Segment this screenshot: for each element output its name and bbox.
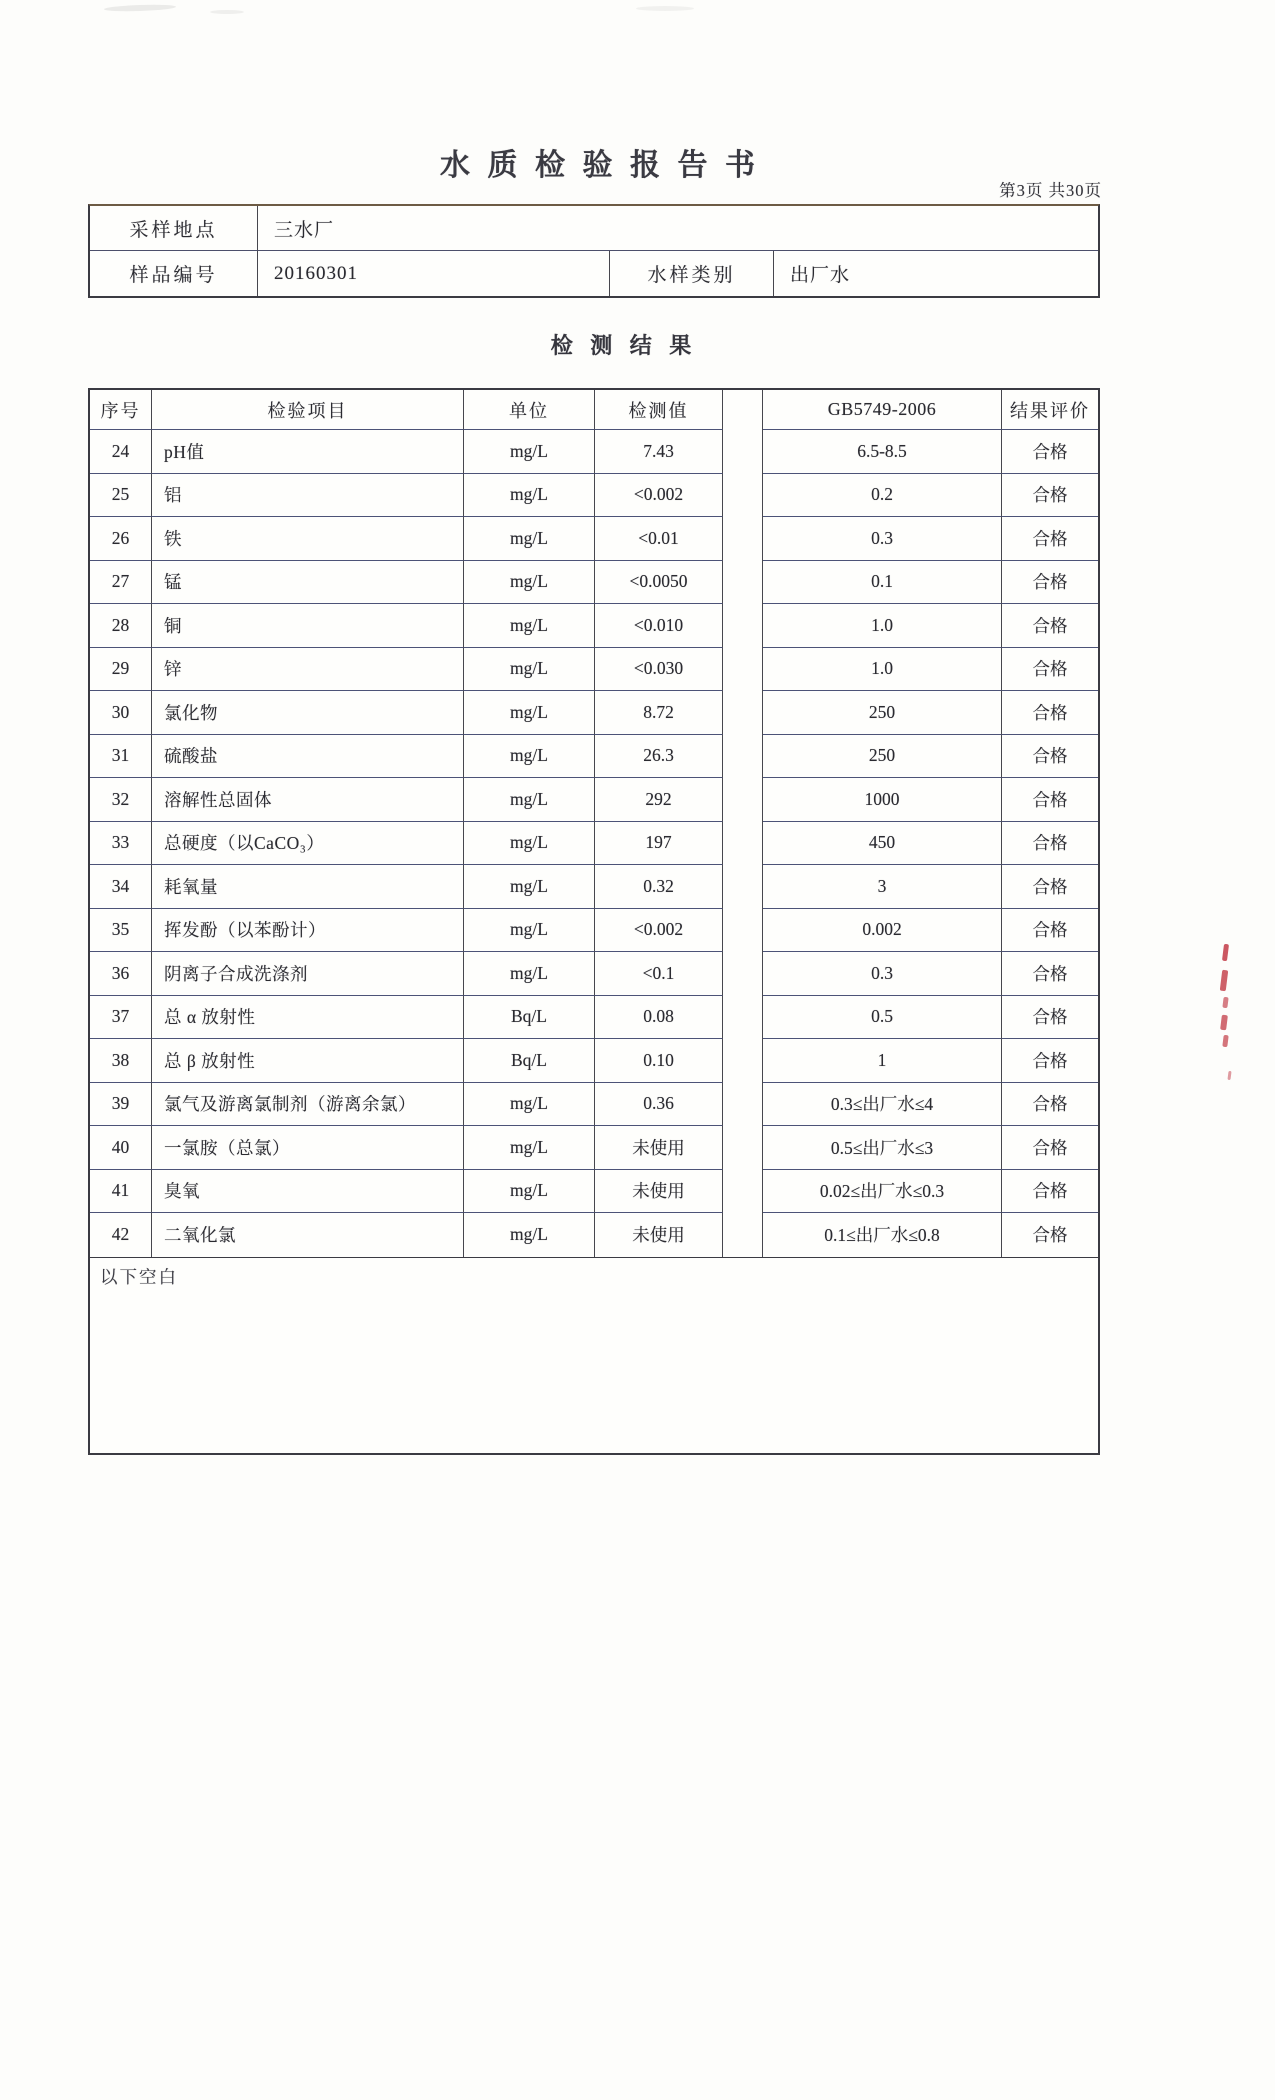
separator-column bbox=[723, 778, 763, 822]
column-header-no: 序号 bbox=[90, 390, 152, 430]
separator-column bbox=[723, 996, 763, 1040]
red-ink-mark bbox=[1220, 1015, 1228, 1031]
measured-value-cell: 292 bbox=[595, 778, 723, 822]
standard-limit-cell: 250 bbox=[763, 691, 1002, 735]
separator-column bbox=[723, 390, 763, 430]
separator-column bbox=[723, 561, 763, 605]
separator-column bbox=[723, 1083, 763, 1127]
row-number-cell: 35 bbox=[90, 909, 152, 953]
red-ink-mark bbox=[1222, 944, 1229, 961]
standard-limit-cell: 3 bbox=[763, 865, 1002, 909]
row-number-cell: 26 bbox=[90, 517, 152, 561]
table-row bbox=[90, 474, 1098, 518]
measured-value-cell: 0.08 bbox=[595, 996, 723, 1040]
evaluation-cell: 合格 bbox=[1002, 430, 1098, 474]
test-item-cell: 氯气及游离氯制剂（游离余氯） bbox=[152, 1083, 464, 1127]
unit-cell: mg/L bbox=[464, 648, 595, 692]
test-results-table bbox=[88, 388, 1100, 1259]
evaluation-cell: 合格 bbox=[1002, 735, 1098, 779]
test-item-cell: 一氯胺（总氯） bbox=[152, 1126, 464, 1170]
standard-limit-cell: 0.3 bbox=[763, 517, 1002, 561]
unit-cell: mg/L bbox=[464, 1213, 595, 1257]
unit-cell: mg/L bbox=[464, 822, 595, 866]
unit-cell: mg/L bbox=[464, 909, 595, 953]
evaluation-cell: 合格 bbox=[1002, 517, 1098, 561]
test-item-cell: 铝 bbox=[152, 474, 464, 518]
test-item-cell: 挥发酚（以苯酚计） bbox=[152, 909, 464, 953]
row-number-cell: 25 bbox=[90, 474, 152, 518]
measured-value-cell: <0.002 bbox=[595, 909, 723, 953]
row-number-cell: 28 bbox=[90, 604, 152, 648]
water-type-label: 水样类别 bbox=[610, 251, 774, 296]
unit-cell: mg/L bbox=[464, 1126, 595, 1170]
separator-column bbox=[723, 604, 763, 648]
test-item-cell: 臭氧 bbox=[152, 1170, 464, 1214]
row-number-cell: 38 bbox=[90, 1039, 152, 1083]
table-row bbox=[90, 648, 1098, 692]
row-number-cell: 39 bbox=[90, 1083, 152, 1127]
evaluation-cell: 合格 bbox=[1002, 648, 1098, 692]
unit-cell: mg/L bbox=[464, 517, 595, 561]
standard-limit-cell: 250 bbox=[763, 735, 1002, 779]
standard-limit-cell: 0.1≤出厂水≤0.8 bbox=[763, 1213, 1002, 1257]
table-row bbox=[90, 909, 1098, 953]
measured-value-cell: 197 bbox=[595, 822, 723, 866]
section-title-test-results: 检 测 结 果 bbox=[550, 333, 698, 358]
unit-cell: mg/L bbox=[464, 430, 595, 474]
row-number-cell: 37 bbox=[90, 996, 152, 1040]
sample-number-label: 样品编号 bbox=[90, 251, 258, 296]
table-row bbox=[90, 778, 1098, 822]
evaluation-cell: 合格 bbox=[1032, 1225, 1068, 1246]
measured-value-cell: 未使用 bbox=[595, 1170, 723, 1214]
unit-cell: mg/L bbox=[464, 474, 595, 518]
standard-limit-cell: 0.2 bbox=[763, 474, 1002, 518]
sample-number-value: 20160301 bbox=[258, 251, 610, 296]
standard-limit-cell: 1.0 bbox=[763, 648, 1002, 692]
standard-limit-cell: 0.02≤出厂水≤0.3 bbox=[763, 1170, 1002, 1214]
red-ink-mark bbox=[1222, 997, 1228, 1009]
evaluation-cell: 合格 bbox=[1002, 778, 1098, 822]
separator-column bbox=[723, 865, 763, 909]
red-ink-mark bbox=[1220, 970, 1229, 992]
page-number: 第3页 共30页 bbox=[999, 181, 1102, 200]
evaluation-cell: 合格 bbox=[1002, 952, 1098, 996]
standard-limit-cell: 0.3≤出厂水≤4 bbox=[763, 1083, 1002, 1127]
evaluation-cell: 合格 bbox=[1002, 822, 1098, 866]
unit-cell: mg/L bbox=[464, 952, 595, 996]
standard-limit-cell: 1000 bbox=[763, 778, 1002, 822]
measured-value-cell: 0.32 bbox=[595, 865, 723, 909]
separator-column bbox=[723, 909, 763, 953]
evaluation-cell: 合格 bbox=[1002, 865, 1098, 909]
separator-column bbox=[723, 648, 763, 692]
row-number-cell: 31 bbox=[90, 735, 152, 779]
evaluation-cell: 合格 bbox=[1002, 1039, 1098, 1083]
test-item-cell: 铜 bbox=[152, 604, 464, 648]
separator-column bbox=[723, 474, 763, 518]
row-number-cell: 29 bbox=[90, 648, 152, 692]
test-item-cell: 总 α 放射性 bbox=[152, 996, 464, 1040]
blank-below-note: 以下空白 bbox=[100, 1267, 178, 1287]
water-type-value: 出厂水 bbox=[790, 265, 851, 286]
test-item-cell: 氯化物 bbox=[152, 691, 464, 735]
evaluation-cell: 合格 bbox=[1002, 691, 1098, 735]
report-title: 水 质 检 验 报 告 书 bbox=[440, 149, 760, 182]
table-row bbox=[90, 1083, 1098, 1127]
measured-value-cell: 0.36 bbox=[595, 1083, 723, 1127]
separator-column bbox=[723, 1213, 763, 1257]
measured-value-cell: 26.3 bbox=[595, 735, 723, 779]
evaluation-cell: 合格 bbox=[1002, 561, 1098, 605]
table-row bbox=[90, 996, 1098, 1040]
test-item-cell: 阴离子合成洗涤剂 bbox=[152, 952, 464, 996]
unit-cell: mg/L bbox=[464, 735, 595, 779]
row-number-cell: 40 bbox=[90, 1126, 152, 1170]
standard-limit-cell: 0.1 bbox=[763, 561, 1002, 605]
standard-limit-cell: 0.5 bbox=[763, 996, 1002, 1040]
measured-value-cell: <0.01 bbox=[595, 517, 723, 561]
red-ink-mark bbox=[1227, 1071, 1231, 1080]
test-item-cell: 总硬度（以CaCO₃） bbox=[152, 822, 464, 866]
sampling-location-label: 采样地点 bbox=[90, 206, 258, 251]
table-row bbox=[90, 1170, 1098, 1214]
row-number-cell: 36 bbox=[90, 952, 152, 996]
table-row bbox=[90, 822, 1098, 866]
evaluation-cell: 合格 bbox=[1002, 909, 1098, 953]
measured-value-cell: <0.002 bbox=[595, 474, 723, 518]
sampling-location-value: 三水厂 bbox=[258, 206, 1098, 251]
unit-cell: mg/L bbox=[464, 1170, 595, 1214]
test-item-cell: 二氧化氯 bbox=[152, 1213, 464, 1257]
evaluation-cell: 合格 bbox=[1002, 1126, 1098, 1170]
table-row bbox=[90, 517, 1098, 561]
table-row bbox=[90, 1039, 1098, 1083]
row-number-cell: 34 bbox=[90, 865, 152, 909]
sample-info-table bbox=[88, 204, 1100, 298]
column-header-item: 检验项目 bbox=[152, 390, 464, 430]
scan-smudge-artifact bbox=[636, 6, 694, 11]
table-row bbox=[90, 561, 1098, 605]
table-row bbox=[90, 691, 1098, 735]
blank-remainder-box bbox=[88, 1258, 1100, 1455]
unit-cell: mg/L bbox=[464, 604, 595, 648]
standard-limit-cell: 0.002 bbox=[763, 909, 1002, 953]
separator-column bbox=[723, 1170, 763, 1214]
separator-column bbox=[723, 691, 763, 735]
evaluation-cell: 合格 bbox=[1002, 604, 1098, 648]
standard-limit-cell: 1.0 bbox=[763, 604, 1002, 648]
column-header-unit: 单位 bbox=[464, 390, 595, 430]
table-row bbox=[90, 735, 1098, 779]
separator-column bbox=[723, 952, 763, 996]
scan-smudge-artifact bbox=[210, 10, 244, 14]
evaluation-cell: 合格 bbox=[1002, 996, 1098, 1040]
unit-cell: mg/L bbox=[464, 865, 595, 909]
unit-cell: mg/L bbox=[464, 778, 595, 822]
unit-cell: mg/L bbox=[464, 1083, 595, 1127]
table-row bbox=[90, 604, 1098, 648]
standard-limit-cell: 0.3 bbox=[763, 952, 1002, 996]
scan-smudge-artifact bbox=[104, 4, 176, 13]
test-item-cell: 锌 bbox=[152, 648, 464, 692]
separator-column bbox=[723, 1039, 763, 1083]
red-ink-mark bbox=[1222, 1035, 1228, 1048]
table-header-row bbox=[90, 390, 1098, 430]
separator-column bbox=[723, 430, 763, 474]
column-header-evaluation: 结果评价 bbox=[1002, 390, 1098, 430]
row-number-cell: 27 bbox=[90, 561, 152, 605]
test-item-cell: 铁 bbox=[152, 517, 464, 561]
unit-cell: mg/L bbox=[464, 691, 595, 735]
table-row bbox=[90, 952, 1098, 996]
test-item-cell: 耗氧量 bbox=[152, 865, 464, 909]
test-item-cell: pH值 bbox=[152, 430, 464, 474]
row-number-cell: 30 bbox=[90, 691, 152, 735]
separator-column bbox=[723, 517, 763, 561]
table-row bbox=[90, 865, 1098, 909]
column-header-value: 检测值 bbox=[595, 390, 723, 430]
standard-limit-cell: 1 bbox=[763, 1039, 1002, 1083]
separator-column bbox=[723, 822, 763, 866]
test-item-cell: 总 β 放射性 bbox=[152, 1039, 464, 1083]
table-row bbox=[90, 430, 1098, 474]
measured-value-cell: 未使用 bbox=[595, 1126, 723, 1170]
row-number-cell: 41 bbox=[90, 1170, 152, 1214]
measured-value-cell: <0.0050 bbox=[595, 561, 723, 605]
evaluation-cell: 合格 bbox=[1002, 1083, 1098, 1127]
standard-limit-cell: 6.5-8.5 bbox=[763, 430, 1002, 474]
measured-value-cell: <0.1 bbox=[595, 952, 723, 996]
measured-value-cell: <0.010 bbox=[595, 604, 723, 648]
row-number-cell: 33 bbox=[90, 822, 152, 866]
unit-cell: Bq/L bbox=[464, 996, 595, 1040]
evaluation-cell: 合格 bbox=[1002, 474, 1098, 518]
table-row bbox=[90, 1126, 1098, 1170]
measured-value-cell: 8.72 bbox=[595, 691, 723, 735]
test-item-cell: 锰 bbox=[152, 561, 464, 605]
measured-value-cell: 未使用 bbox=[595, 1213, 723, 1257]
separator-column bbox=[723, 735, 763, 779]
standard-limit-cell: 0.5≤出厂水≤3 bbox=[763, 1126, 1002, 1170]
table-row bbox=[90, 1213, 1098, 1257]
row-number-cell: 32 bbox=[90, 778, 152, 822]
unit-cell: Bq/L bbox=[464, 1039, 595, 1083]
test-item-cell: 硫酸盐 bbox=[152, 735, 464, 779]
measured-value-cell: <0.030 bbox=[595, 648, 723, 692]
separator-column bbox=[723, 1126, 763, 1170]
measured-value-cell: 7.43 bbox=[595, 430, 723, 474]
unit-cell: mg/L bbox=[464, 561, 595, 605]
test-item-cell: 溶解性总固体 bbox=[152, 778, 464, 822]
row-number-cell: 24 bbox=[90, 430, 152, 474]
measured-value-cell: 0.10 bbox=[595, 1039, 723, 1083]
column-header-standard: GB5749-2006 bbox=[763, 390, 1002, 430]
evaluation-cell: 合格 bbox=[1002, 1170, 1098, 1214]
standard-limit-cell: 450 bbox=[763, 822, 1002, 866]
row-number-cell: 42 bbox=[90, 1213, 152, 1257]
